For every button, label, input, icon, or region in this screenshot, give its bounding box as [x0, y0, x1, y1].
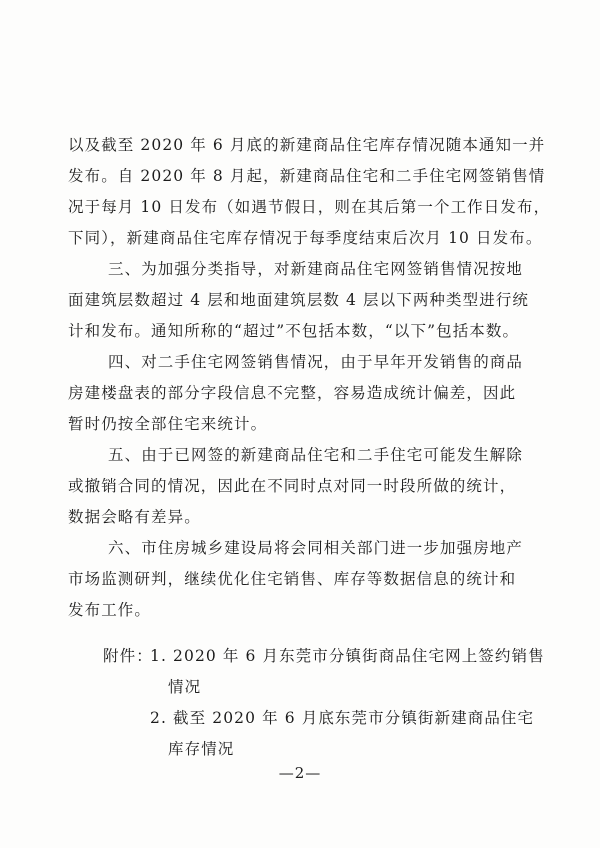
paragraph-line: 下同），新建商品住宅库存情况于每季度结束后次月 10 日发布。	[68, 229, 543, 247]
attachment-item-1: 1. 2020 年 6 月东莞市分镇街商品住宅网上签约销售	[150, 647, 545, 665]
paragraph-line: 面建筑层数超过 4 层和地面建筑层数 4 层以下两种类型进行统	[68, 291, 530, 309]
paragraph-line: 计和发布。通知所称的“超过”不包括本数，“以下”包括本数。	[68, 322, 520, 340]
paragraph-line: 以及截至 2020 年 6 月底的新建商品住宅库存情况随本通知一并	[68, 136, 546, 154]
page-number: —2—	[278, 764, 322, 782]
paragraph-line: 六、市住房城乡建设局将会同相关部门进一步加强房地产	[108, 539, 524, 557]
paragraph-line: 况于每月 10 日发布（如遇节假日，则在其后第一个工作日发布，	[68, 198, 551, 216]
paragraph-line: 数据会略有差异。	[68, 508, 201, 526]
paragraph-line: 发布工作。	[68, 601, 152, 619]
paragraph-line: 三、为加强分类指导，对新建商品住宅网签销售情况按地	[108, 260, 524, 278]
paragraph-line: 市场监测研判，继续优化住宅销售、库存等数据信息的统计和	[68, 570, 517, 588]
attachment-label: 附件：	[103, 647, 153, 665]
attachment-item-2-cont: 库存情况	[168, 740, 235, 758]
paragraph-line: 四、对二手住宅网签销售情况，由于早年开发销售的商品	[108, 353, 524, 371]
paragraph-line: 房建楼盘表的部分字段信息不完整，容易造成统计偏差，因此	[68, 384, 517, 402]
attachment-item-1-cont: 情况	[168, 678, 202, 696]
paragraph-line: 发布。自 2020 年 8 月起，新建商品住宅和二手住宅网签销售情	[68, 167, 546, 185]
paragraph-line: 五、由于已网签的新建商品住宅和二手住宅可能发生解除	[108, 446, 524, 464]
paragraph-line: 暂时仍按全部住宅来统计。	[68, 415, 268, 433]
paragraph-line: 或撤销合同的情况，因此在不同时点对同一时段所做的统计，	[68, 477, 517, 495]
attachment-item-2: 2. 截至 2020 年 6 月底东莞市分镇街新建商品住宅	[150, 709, 535, 727]
